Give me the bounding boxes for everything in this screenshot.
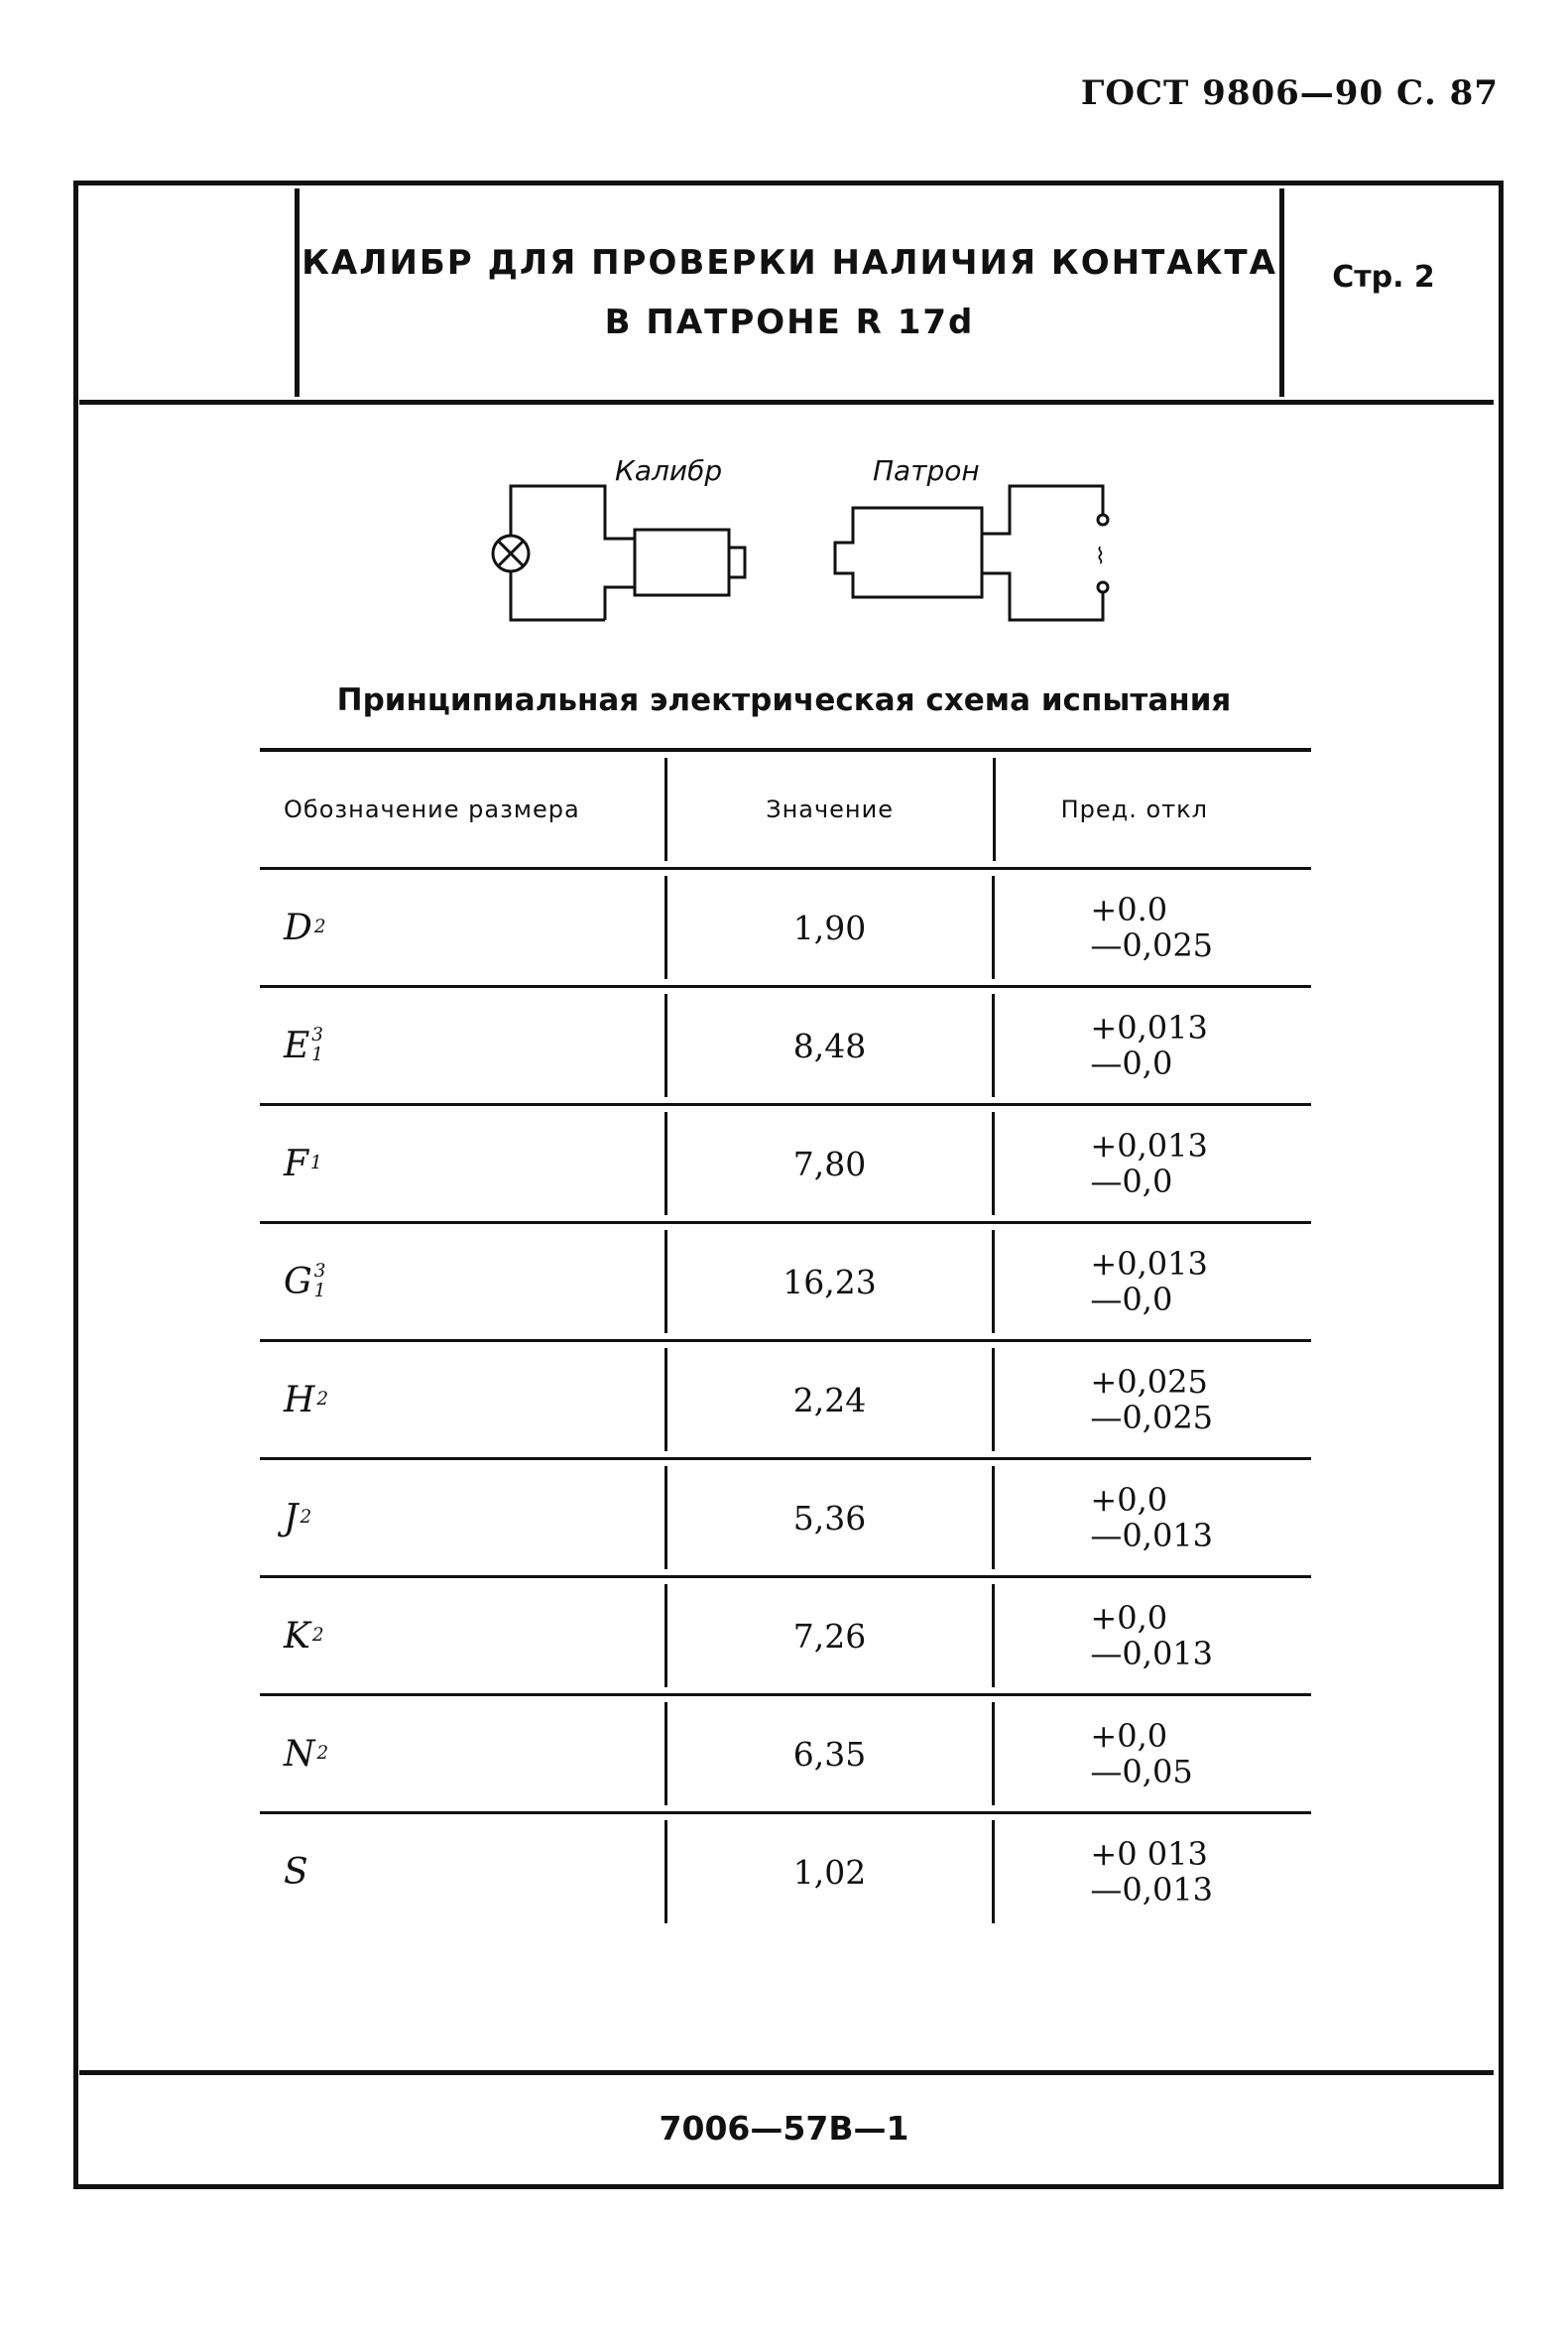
lamp-icon: [493, 536, 529, 571]
frame-bottom-rule: [73, 2184, 1504, 2189]
tolerance-cell: [995, 1112, 1311, 1215]
tolerance-cell: [995, 1584, 1311, 1687]
terminal-bottom: [1098, 582, 1108, 592]
header-tolerance: Пред. откл: [1060, 796, 1208, 823]
tolerance-cell: [995, 1348, 1311, 1451]
value-cell: 1,02: [664, 1820, 996, 1923]
upper-deviation: +0,025: [1090, 1363, 1208, 1401]
wire-left-top: [511, 486, 635, 539]
socket-body: [835, 508, 982, 597]
tolerance-cell: [995, 1820, 1311, 1923]
symbol-subscript: 1: [311, 1045, 323, 1065]
tolerance-cell: [995, 1230, 1311, 1333]
wire-right-bottom: [982, 573, 1103, 620]
upper-deviation: +0,013: [1090, 1127, 1208, 1165]
lower-deviation: —0,0: [1090, 1163, 1173, 1200]
page-header: ГОСТ 9806—90 С. 87: [1080, 73, 1499, 113]
symbol-superscript: 3: [313, 1261, 326, 1282]
lower-deviation: —0,025: [1090, 926, 1214, 964]
value-cell: 6,35: [664, 1702, 996, 1805]
tolerance-cell: [995, 1466, 1311, 1569]
dimension-symbol: E: [284, 1025, 310, 1066]
table-row: [260, 1106, 1311, 1224]
switch-mark: ⌇: [1095, 545, 1106, 569]
designation-cell: [260, 1820, 664, 1923]
page-number: Стр. 2: [1332, 260, 1435, 295]
gauge-tip: [729, 548, 745, 577]
dimension-symbol: S: [284, 1851, 308, 1893]
gauge-label: Калибр: [615, 456, 723, 487]
designation-cell: [260, 1702, 664, 1805]
dimension-symbol: H: [284, 1379, 315, 1420]
terminal-top: [1098, 515, 1108, 525]
designation-cell: [260, 876, 664, 979]
dimension-symbol: N: [284, 1733, 315, 1775]
symbol-superscript: 3: [311, 1025, 323, 1045]
dimension-symbol: D: [284, 907, 312, 948]
header-designation: Обозначение размера: [284, 796, 580, 823]
gauge-body: [635, 530, 729, 595]
symbol-subscript: 2: [313, 917, 326, 937]
value-cell: 5,36: [664, 1466, 996, 1569]
designation-cell: [260, 1466, 664, 1569]
socket-label: Патрон: [873, 456, 980, 487]
designation-cell: [260, 1348, 664, 1451]
dimension-symbol: J: [284, 1497, 299, 1538]
dimension-symbol: F: [284, 1143, 308, 1184]
value-cell: 7,80: [664, 1112, 996, 1215]
title-line-2: В ПАТРОНЕ R 17d: [604, 303, 975, 342]
lower-deviation: —0,013: [1090, 1871, 1214, 1908]
value-cell: 7,26: [664, 1584, 996, 1687]
symbol-subscript: 2: [316, 1743, 329, 1764]
sheet-code: 7006—57В—1: [659, 2109, 909, 2148]
lower-deviation: —0,013: [1090, 1517, 1214, 1554]
upper-deviation: +0,0: [1090, 1717, 1168, 1755]
table-row: [260, 870, 1311, 988]
circuit-diagram: [466, 456, 1141, 665]
table-header-row: [260, 752, 1311, 870]
lower-deviation: —0,0: [1090, 1281, 1173, 1318]
value-cell: 2,24: [664, 1348, 996, 1451]
lower-deviation: —0,05: [1090, 1753, 1193, 1790]
table-row: [260, 1814, 1311, 1929]
symbol-subscript: 1: [309, 1153, 322, 1173]
value-cell: 8,48: [664, 994, 996, 1097]
designation-cell: [260, 994, 664, 1097]
title-bottom-rule: [79, 400, 1494, 405]
title-line-1: КАЛИБР ДЛЯ ПРОВЕРКИ НАЛИЧИЯ КОНТАКТА: [302, 243, 1277, 283]
scheme-caption: Принципиальная электрическая схема испытания: [336, 682, 1232, 718]
lower-deviation: —0,013: [1090, 1635, 1214, 1672]
value-cell: 1,90: [664, 876, 996, 979]
tolerance-cell: [995, 1702, 1311, 1805]
symbol-subscript: 2: [300, 1507, 312, 1528]
upper-deviation: +0,0: [1090, 1599, 1168, 1637]
header-value: Значение: [664, 758, 996, 861]
table-row: [260, 1578, 1311, 1696]
value-cell: 16,23: [664, 1230, 996, 1333]
tolerance-cell: [995, 876, 1311, 979]
table-row: [260, 1696, 1311, 1814]
dimension-symbol: K: [284, 1615, 310, 1657]
upper-deviation: +0,0: [1090, 1481, 1168, 1519]
symbol-subscript: 2: [311, 1625, 324, 1646]
upper-deviation: +0,013: [1090, 1245, 1208, 1283]
lower-deviation: —0,0: [1090, 1045, 1173, 1082]
table-row: [260, 1460, 1311, 1578]
footer-top-rule: [79, 2070, 1494, 2075]
table-row: [260, 1224, 1311, 1342]
table-row: [260, 988, 1311, 1106]
upper-deviation: +0.0: [1090, 891, 1168, 928]
dimension-table: [260, 748, 1311, 1929]
tolerance-cell: [995, 994, 1311, 1097]
designation-cell: [260, 1230, 664, 1333]
wire-left-mid: [605, 587, 635, 620]
symbol-subscript: 1: [313, 1281, 326, 1301]
table-row: [260, 1342, 1311, 1460]
wire-left-bottom: [511, 570, 605, 620]
lower-deviation: —0,025: [1090, 1399, 1214, 1436]
wire-right-top: [982, 486, 1103, 534]
designation-cell: [260, 1112, 664, 1215]
upper-deviation: +0 013: [1090, 1835, 1208, 1873]
symbol-subscript: 2: [316, 1389, 329, 1410]
upper-deviation: +0,013: [1090, 1009, 1208, 1046]
title-block: [295, 188, 1284, 397]
dimension-symbol: G: [284, 1261, 312, 1302]
designation-cell: [260, 1584, 664, 1687]
